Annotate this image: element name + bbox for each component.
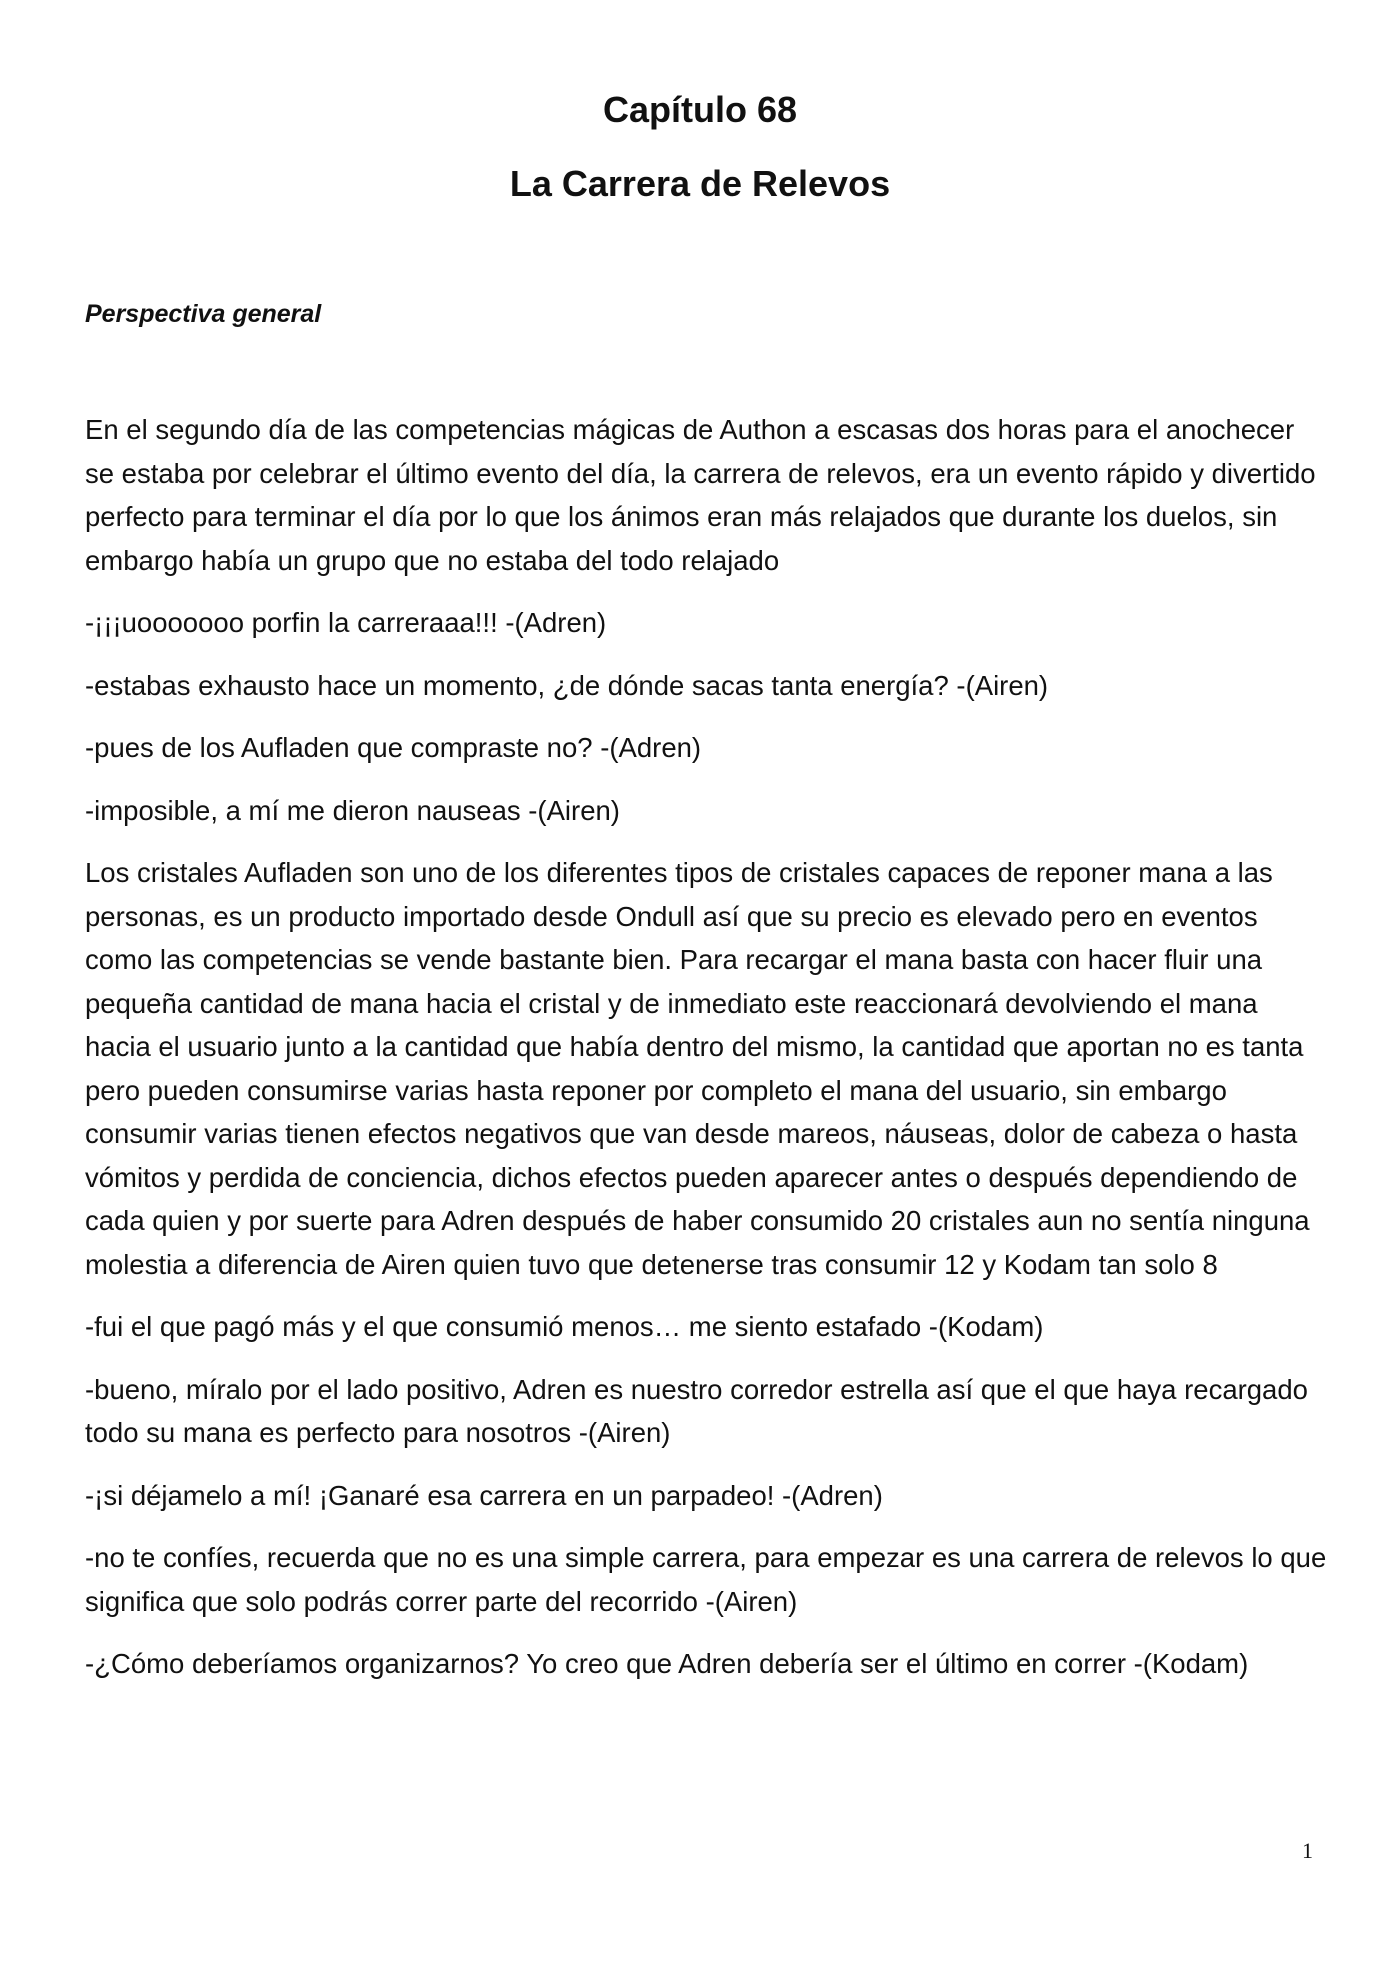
chapter-title: La Carrera de Relevos xyxy=(509,163,891,204)
paragraph-dialogue-adren-1: -¡¡¡uooooooo porfin la carreraaa!!! -(Adren) xyxy=(85,607,607,638)
paragraph-narration-2: Los cristales Aufladen son uno de los diferentes tipos de cristales capaces de reponer mana a las personas, es un producto importado desde Ondull así que su precio es elevado pero en eventos como las competencias se vende bastante bien. Para recargar el mana basta con hacer fluir una pequeña cantidad de mana hacia el cristal y de inmediato este reaccionará devolviendo el mana hacia el usuario junto a la cantidad que había dentro del mismo, la cantidad que aportan no es tanta pero pueden consumirse varias hasta reponer por completo el mana del usuario, sin embargo consumir varias tienen efectos negativos que van desde mareos, náuseas, dolor de cabeza o hasta vómitos y perdida de conciencia, dichos efectos pueden aparecer antes o después dependiendo de cada quien y por suerte para Adren después de haber consumido 20 cristales aun no sentía ninguna molestia a diferencia de Airen quien tuvo que detenerse tras consumir 12 y Kodam tan solo 8 xyxy=(85,857,1310,1280)
page-number: 1 xyxy=(1302,1838,1313,1863)
paragraph-dialogue-airen-2: -imposible, a mí me dieron nauseas -(Airen) xyxy=(85,794,620,826)
paragraph-dialogue-kodam-2: -¿Cómo deberíamos organizarnos? Yo creo que Adren debería ser el último en correr -(Kodam) xyxy=(85,1648,1249,1679)
paragraph-dialogue-kodam-1: -fui el que pagó más y el que consumió menos… me siento estafado -(Kodam) xyxy=(85,1311,1044,1342)
paragraph-narration-1: En el segundo día de las competencias mágicas de Authon a escasas dos horas para el anochecer se estaba por celebrar el último evento del día, la carrera de relevos, era un evento rápido y divertido perfecto para terminar el día por lo que los ánimos eran más relajados que durante los duelos, sin embargo había un grupo que no estaba del todo relajado xyxy=(85,414,1316,576)
paragraph-dialogue-airen-3: -bueno, míralo por el lado positivo, Adren es nuestro corredor estrella así que el que haya recargado todo su mana es perfecto para nosotros -(Airen) xyxy=(85,1373,1308,1448)
paragraph-dialogue-airen-1: -estabas exhausto hace un momento, ¿de dónde sacas tanta energía? -(Airen) xyxy=(85,669,1049,701)
section-label: Perspectiva general xyxy=(85,300,322,328)
paragraph-dialogue-adren-2: -pues de los Aufladen que compraste no? -(Adren) xyxy=(85,732,702,763)
chapter-body xyxy=(85,408,1330,1705)
paragraph-dialogue-airen-4: -no te confíes, recuerda que no es una simple carrera, para empezar es una carrera de relevos lo que significa que solo podrás correr parte del recorrido -(Airen) xyxy=(85,1542,1327,1617)
paragraph-dialogue-adren-3: -¡si déjamelo a mí! ¡Ganaré esa carrera en un parpadeo! -(Adren) xyxy=(85,1479,883,1511)
chapter-number: Capítulo 68 xyxy=(602,89,798,130)
